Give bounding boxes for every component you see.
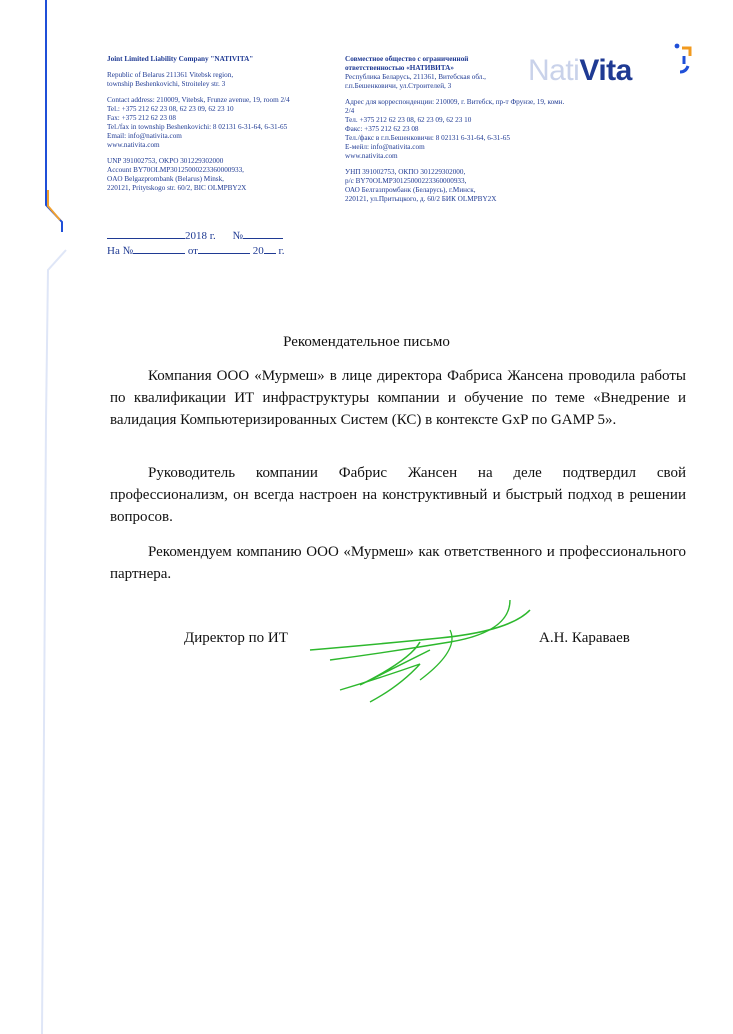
- email-en: Email: info@nativita.com: [107, 132, 182, 140]
- paragraph-1: Компания ООО «Мурмеш» в лице директора Фабриса Жансена проводила работы по квалификации ИТ инфраструктуры компании и обучение по теме «Внедрение и валидация Компьютеризированных Систем (КС) в контексте GxP по GAMP 5».: [110, 368, 686, 428]
- header-english: [107, 55, 327, 193]
- reference-line-1: 2018 г. №: [107, 228, 285, 243]
- unp-en: UNP 391002753, OKPO 301229302000: [107, 157, 224, 165]
- telfax-en: Tel./fax in township Beshenkovichi: 8 02131 6-31-64, 6-31-65: [107, 123, 288, 131]
- signer-name: А.Н. Караваев: [539, 630, 630, 646]
- bank-address-ru: 220121, ул.Притыцкого, д. 60/2 БИК OLMPBY2X: [345, 195, 497, 203]
- website-ru: www.nativita.com: [345, 152, 398, 160]
- nativita-logo: [520, 48, 700, 98]
- bank-en: OAO Belgazprombank (Belarus) Minsk,: [107, 175, 224, 183]
- logo-mark-icon: [670, 42, 700, 82]
- account-ru: р/с BY70OLMP30125000223360000933,: [345, 177, 467, 185]
- reference-block: [107, 228, 285, 258]
- handwritten-signature: [300, 590, 540, 710]
- paragraph-3: Рекомендуем компанию ООО «Мурмеш» как ответственного и профессионального партнера.: [110, 544, 686, 582]
- phone-en: Tel.: +375 212 62 23 08, 62 23 09, 62 23 10: [107, 105, 234, 113]
- signer-position: Директор по ИТ: [184, 630, 288, 646]
- address-line-en-2: township Beshenkovichi, Stroiteley str. 3: [107, 80, 226, 88]
- unp-ru: УНП 391002753, ОКПО 301229302000,: [345, 168, 466, 176]
- contact-address-en: Contact address: 210009, Vitebsk, Frunze avenue, 19, room 2/4: [107, 96, 290, 104]
- phone-ru: Тел. +375 212 62 23 08, 62 23 09, 62 23 10: [345, 116, 472, 124]
- letter-title: Рекомендательное письмо: [283, 334, 450, 350]
- date-blank: [107, 228, 185, 239]
- decorative-side-stripe: [0, 0, 120, 1034]
- bank-address-en: 220121, Pritytskogo str. 60/2, BIC OLMPBY2X: [107, 184, 247, 192]
- logo-wordmark: NatiVita: [528, 54, 632, 87]
- reference-line-2: На № от 20 г.: [107, 245, 285, 257]
- address-line-ru-1: Республика Беларусь, 211361, Витебская обл.,: [345, 73, 486, 81]
- fax-en: Fax: +375 212 62 23 08: [107, 114, 176, 122]
- address-line-en-1: Republic of Belarus 211361 Vitebsk region,: [107, 71, 234, 79]
- paragraph-2: Руководитель компании Фабрис Жансен на деле подтвердил свой профессионализм, он всегда настроен на конструктивный и быстрый подход в решении вопросов.: [110, 465, 686, 525]
- company-name-ru-2: ответственностью «НАТИВИТА»: [345, 64, 454, 72]
- company-name-ru-1: Совместное общество с ограниченной: [345, 55, 469, 63]
- website-en: www.nativita.com: [107, 141, 160, 149]
- account-en: Account BY70OLMP30125000223360000933,: [107, 166, 244, 174]
- contact-address-ru: Адрес для корреспонденции: 210009, г. Витебск, пр-т Фрунзе, 19, комн. 2/4: [345, 98, 565, 115]
- bank-ru: ОАО Белгазпромбанк (Беларусь), г.Минск,: [345, 186, 476, 194]
- email-ru: E-мейл: info@nativita.com: [345, 143, 425, 151]
- telfax-ru: Тел./факс в г.п.Бешенковичи: 8 02131 6-31-64, 6-31-65: [345, 134, 510, 142]
- number-blank: [243, 228, 283, 239]
- fax-ru: Факс: +375 212 62 23 08: [345, 125, 419, 133]
- company-name-en: Joint Limited Liability Company "NATIVITA": [107, 55, 254, 63]
- address-line-ru-2: г.п.Бешенковичи, ул.Строителей, 3: [345, 82, 452, 90]
